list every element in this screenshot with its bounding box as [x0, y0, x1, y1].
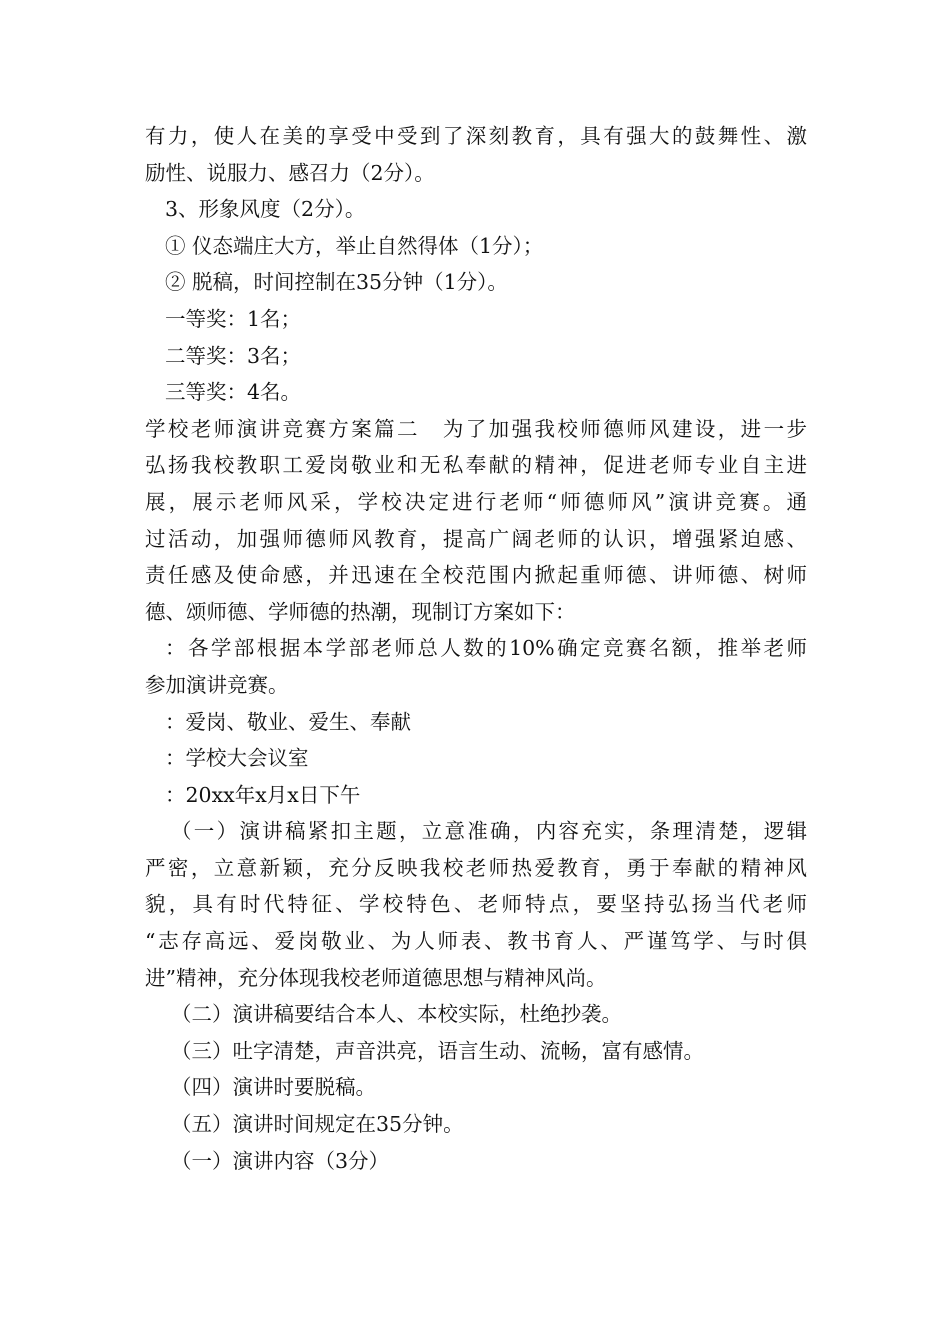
document-body	[145, 118, 807, 1179]
text-line: 二等奖：3名；	[165, 343, 302, 368]
text-line: （一）演讲内容（3分）	[171, 1148, 390, 1173]
text-line: 貌，具有时代特征、学校特色、老师特点，要坚持弘扬当代老师	[145, 892, 807, 917]
text-line: ：爱岗、敬业、爱生、奉献	[165, 709, 411, 734]
text-line: 弘扬我校教职工爱岗敬业和无私奉献的精神，促进老师专业自主进	[145, 453, 807, 478]
text-line: 展，展示老师风采，学校决定进行老师“师德师风”演讲竞赛。通	[145, 489, 807, 514]
text-line: 德、颂师德、学师德的热潮，现制订方案如下：	[145, 599, 576, 624]
text-line: 3、形象风度（2分）。	[165, 197, 366, 222]
text-line: ：各学部根据本学部老师总人数的10%确定竞赛名额，推举老师	[165, 636, 807, 661]
text-line: 学校老师演讲竞赛方案篇二 为了加强我校师德师风建设，进一步	[145, 416, 807, 441]
text-line: （五）演讲时间规定在35分钟。	[171, 1112, 464, 1137]
text-line: （四）演讲时要脱稿。	[171, 1075, 376, 1100]
text-line: ：学校大会议室	[165, 746, 309, 771]
text-line: 励性、说服力、感召力（2分）。	[145, 160, 435, 185]
text-line: （二）演讲稿要结合本人、本校实际，杜绝抄袭。	[171, 1002, 622, 1027]
text-line: （三）吐字清楚，声音洪亮，语言生动、流畅，富有感情。	[171, 1038, 704, 1063]
text-line: ② 脱稿，时间控制在35分钟（1分）。	[165, 270, 508, 295]
text-line: ：20xx年x月x日下午	[165, 782, 361, 807]
text-line: 严密，立意新颖，充分反映我校老师热爱教育，勇于奉献的精神风	[145, 855, 807, 880]
text-line: 责任感及使命感，并迅速在全校范围内掀起重师德、讲师德、树师	[145, 563, 807, 588]
text-line: 三等奖：4名。	[165, 380, 302, 405]
text-line: 一等奖：1名；	[165, 306, 302, 331]
text-line: 进”精神，充分体现我校老师道德思想与精神风尚。	[145, 965, 607, 990]
text-line: 参加演讲竞赛。	[145, 672, 289, 697]
text-line: 过活动，加强师德师风教育，提高广阔老师的认识，增强紧迫感、	[145, 526, 807, 551]
text-line: 有力，使人在美的享受中受到了深刻教育，具有强大的鼓舞性、激	[145, 124, 807, 148]
text-line: （一）演讲稿紧扣主题，立意准确，内容充实，条理清楚，逻辑	[171, 819, 807, 844]
text-line: ① 仪态端庄大方，举止自然得体（1分）；	[165, 233, 544, 258]
text-line: “志存高远、爱岗敬业、为人师表、教书育人、严谨笃学、与时俱	[145, 929, 807, 954]
